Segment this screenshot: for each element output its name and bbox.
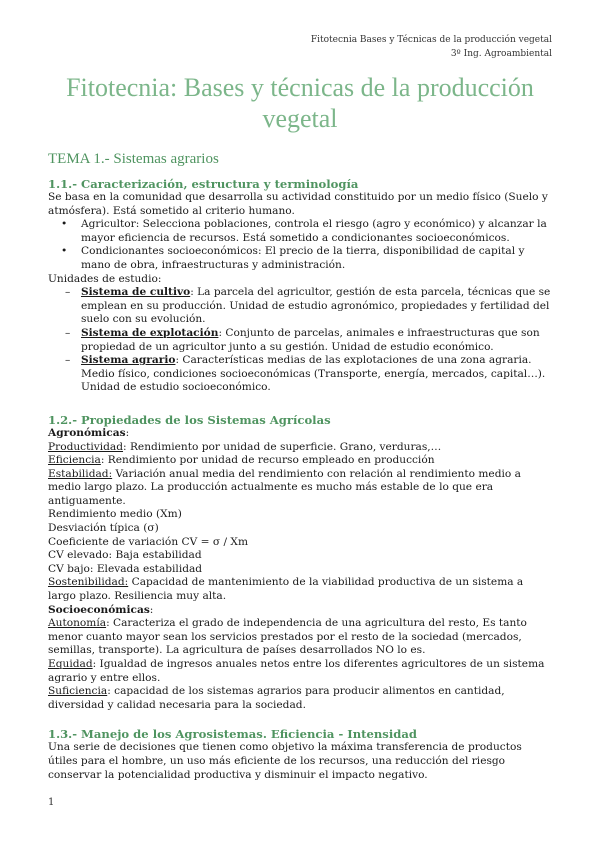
autonomia-line: [48, 617, 553, 658]
unidades-label: Unidades de estudio:: [48, 272, 162, 285]
autonomia-term: Autonomía: [48, 617, 107, 630]
eficiencia-def: : Rendimiento por unidad de recurso empleado en producción: [100, 454, 435, 467]
socioeconomicas-term: Socioeconómicas: [48, 603, 150, 616]
suficiencia-def: : capacidad de los sistemas agrarios para producir alimentos en cantidad, diversidad y calidad necesaria para la sociedad.: [48, 685, 505, 711]
productividad-term: Productividad: [48, 440, 124, 453]
unit-sistema-explotacion: [48, 327, 553, 354]
section-1-1-intro: Se basa en la comunidad que desarrolla su actividad constituido por un medio físico (Suelo y atmósfera). Está sometido al criterio humano.: [48, 191, 548, 217]
header-degree: 3º Ing. Agroambiental: [450, 49, 552, 59]
page-header: [311, 33, 552, 61]
sostenibilidad-line: [48, 576, 553, 603]
eficiencia-term: Eficiencia: [48, 454, 101, 467]
socioeconomicas-colon: :: [149, 603, 154, 616]
cv-elevado-line: CV elevado: Baja estabilidad: [48, 549, 202, 562]
bullet-agricultor: • Agricultor: Selecciona poblaciones, controla el riesgo (agro y económico) y alcanzar la mayor eficiencia de recursos. Está sometido a condicionantes socioeconómicos.: [48, 218, 553, 245]
eficiencia-line: [48, 454, 553, 468]
def-sistema-agrario: : Características medias de las explotaciones de una zona agraria. Medio físico, condiciones socioeconómicas (Transporte, energía, mercados, capital…). Unidad de estudio socioeconómico.: [81, 354, 546, 394]
socioeconomicas-label: [48, 604, 553, 618]
document-body: [48, 150, 553, 782]
agronomicas-term: Agronómicas: [48, 426, 126, 439]
document-title: Fitotecnia: Bases y técnicas de la producción vegetal: [66, 73, 534, 133]
equidad-line: [48, 658, 553, 685]
coeficiente-line: Coeficiente de variación CV = σ / Xm: [48, 535, 248, 548]
term-sistema-agrario: Sistema agrario: [81, 354, 176, 367]
agronomicas-label: [48, 427, 553, 441]
cv-bajo-line: CV bajo: Elevada estabilidad: [48, 562, 203, 575]
section-1-3-heading: 1.3.- Manejo de los Agrosistemas. Eficiencia - Intensidad: [48, 727, 417, 742]
equidad-def: : Igualdad de ingresos anuales netos entre los diferentes agricultores de un sistema agrario y entre ellos.: [48, 658, 545, 684]
term-sistema-explotacion: Sistema de explotación: [81, 326, 219, 339]
productividad-def: : Rendimiento por unidad de superficie. Grano, verduras,…: [123, 440, 442, 453]
unit-sistema-agrario: [48, 354, 553, 395]
section-1-2-heading: 1.2.- Propiedades de los Sistemas Agrícolas: [48, 412, 331, 427]
desviacion-line: Desviación típica (σ): [48, 522, 159, 535]
rendimiento-medio-line: Rendimiento medio (Xm): [48, 508, 182, 521]
section-1-1-heading: 1.1.- Caracterización, estructura y terminología: [48, 177, 359, 191]
term-sistema-cultivo: Sistema de cultivo: [81, 286, 191, 299]
autonomia-def: : Caracteriza el grado de independencia de una agricultura del resto, Es tanto menor cuanto mayor sean los servicios prestados por el resto de la sociedad (mercados, semillas, transporte). La agricultura de países desarrollados NO lo es.: [48, 617, 527, 657]
sostenibilidad-def: Capacidad de mantenimiento de la viabilidad productiva de un sistema a largo plazo. Resiliencia muy alta.: [48, 576, 524, 603]
bullet-condicionantes: • Condicionantes socioeconómicos: El precio de la tierra, disponibilidad de capital y mano de obra, infraestructuras y administración.: [48, 245, 553, 272]
tema-heading: TEMA 1.- Sistemas agrarios: [48, 151, 219, 167]
unit-sistema-cultivo: [48, 286, 553, 327]
page-number: 1: [48, 797, 55, 808]
equidad-term: Equidad: [48, 658, 93, 670]
suficiencia-line: [48, 685, 553, 712]
estabilidad-term: Estabilidad:: [48, 467, 113, 480]
sostenibilidad-term: Sostenibilidad:: [48, 576, 129, 589]
section-1-3-text: Una serie de decisiones que tienen como objetivo la máxima transferencia de productos útiles para el hombre, un uso más eficiente de los recursos, una reducción del riesgo conservar la potencialidad productiva y disminuir el impacto negativo.: [48, 741, 522, 781]
unidades-list: [48, 286, 553, 395]
def-sistema-explotacion: : Conjunto de parcelas, animales e infraestructuras que son propiedad de un agricultor junto a su gestión. Unidad de estudio económico.: [81, 326, 540, 353]
agent-bullet-list: [48, 218, 553, 272]
productividad-line: [48, 441, 553, 455]
suficiencia-term: Suficiencia: [48, 685, 108, 698]
estabilidad-line: [48, 468, 553, 509]
estabilidad-def: Variación anual media del rendimiento con relación al rendimiento medio a medio largo plazo. La producción actualmente es mucho más estable de lo que era antiguamente.: [48, 467, 521, 507]
header-course: Fitotecnia Bases y Técnicas de la producción vegetal: [310, 35, 552, 45]
agronomicas-colon: :: [125, 426, 130, 439]
def-sistema-cultivo: : La parcela del agricultor, gestión de esta parcela, técnicas que se emplean en su producción. Unidad de estudio agronómico, propiedades y fertilidad del suelo con su evolución.: [81, 286, 551, 326]
